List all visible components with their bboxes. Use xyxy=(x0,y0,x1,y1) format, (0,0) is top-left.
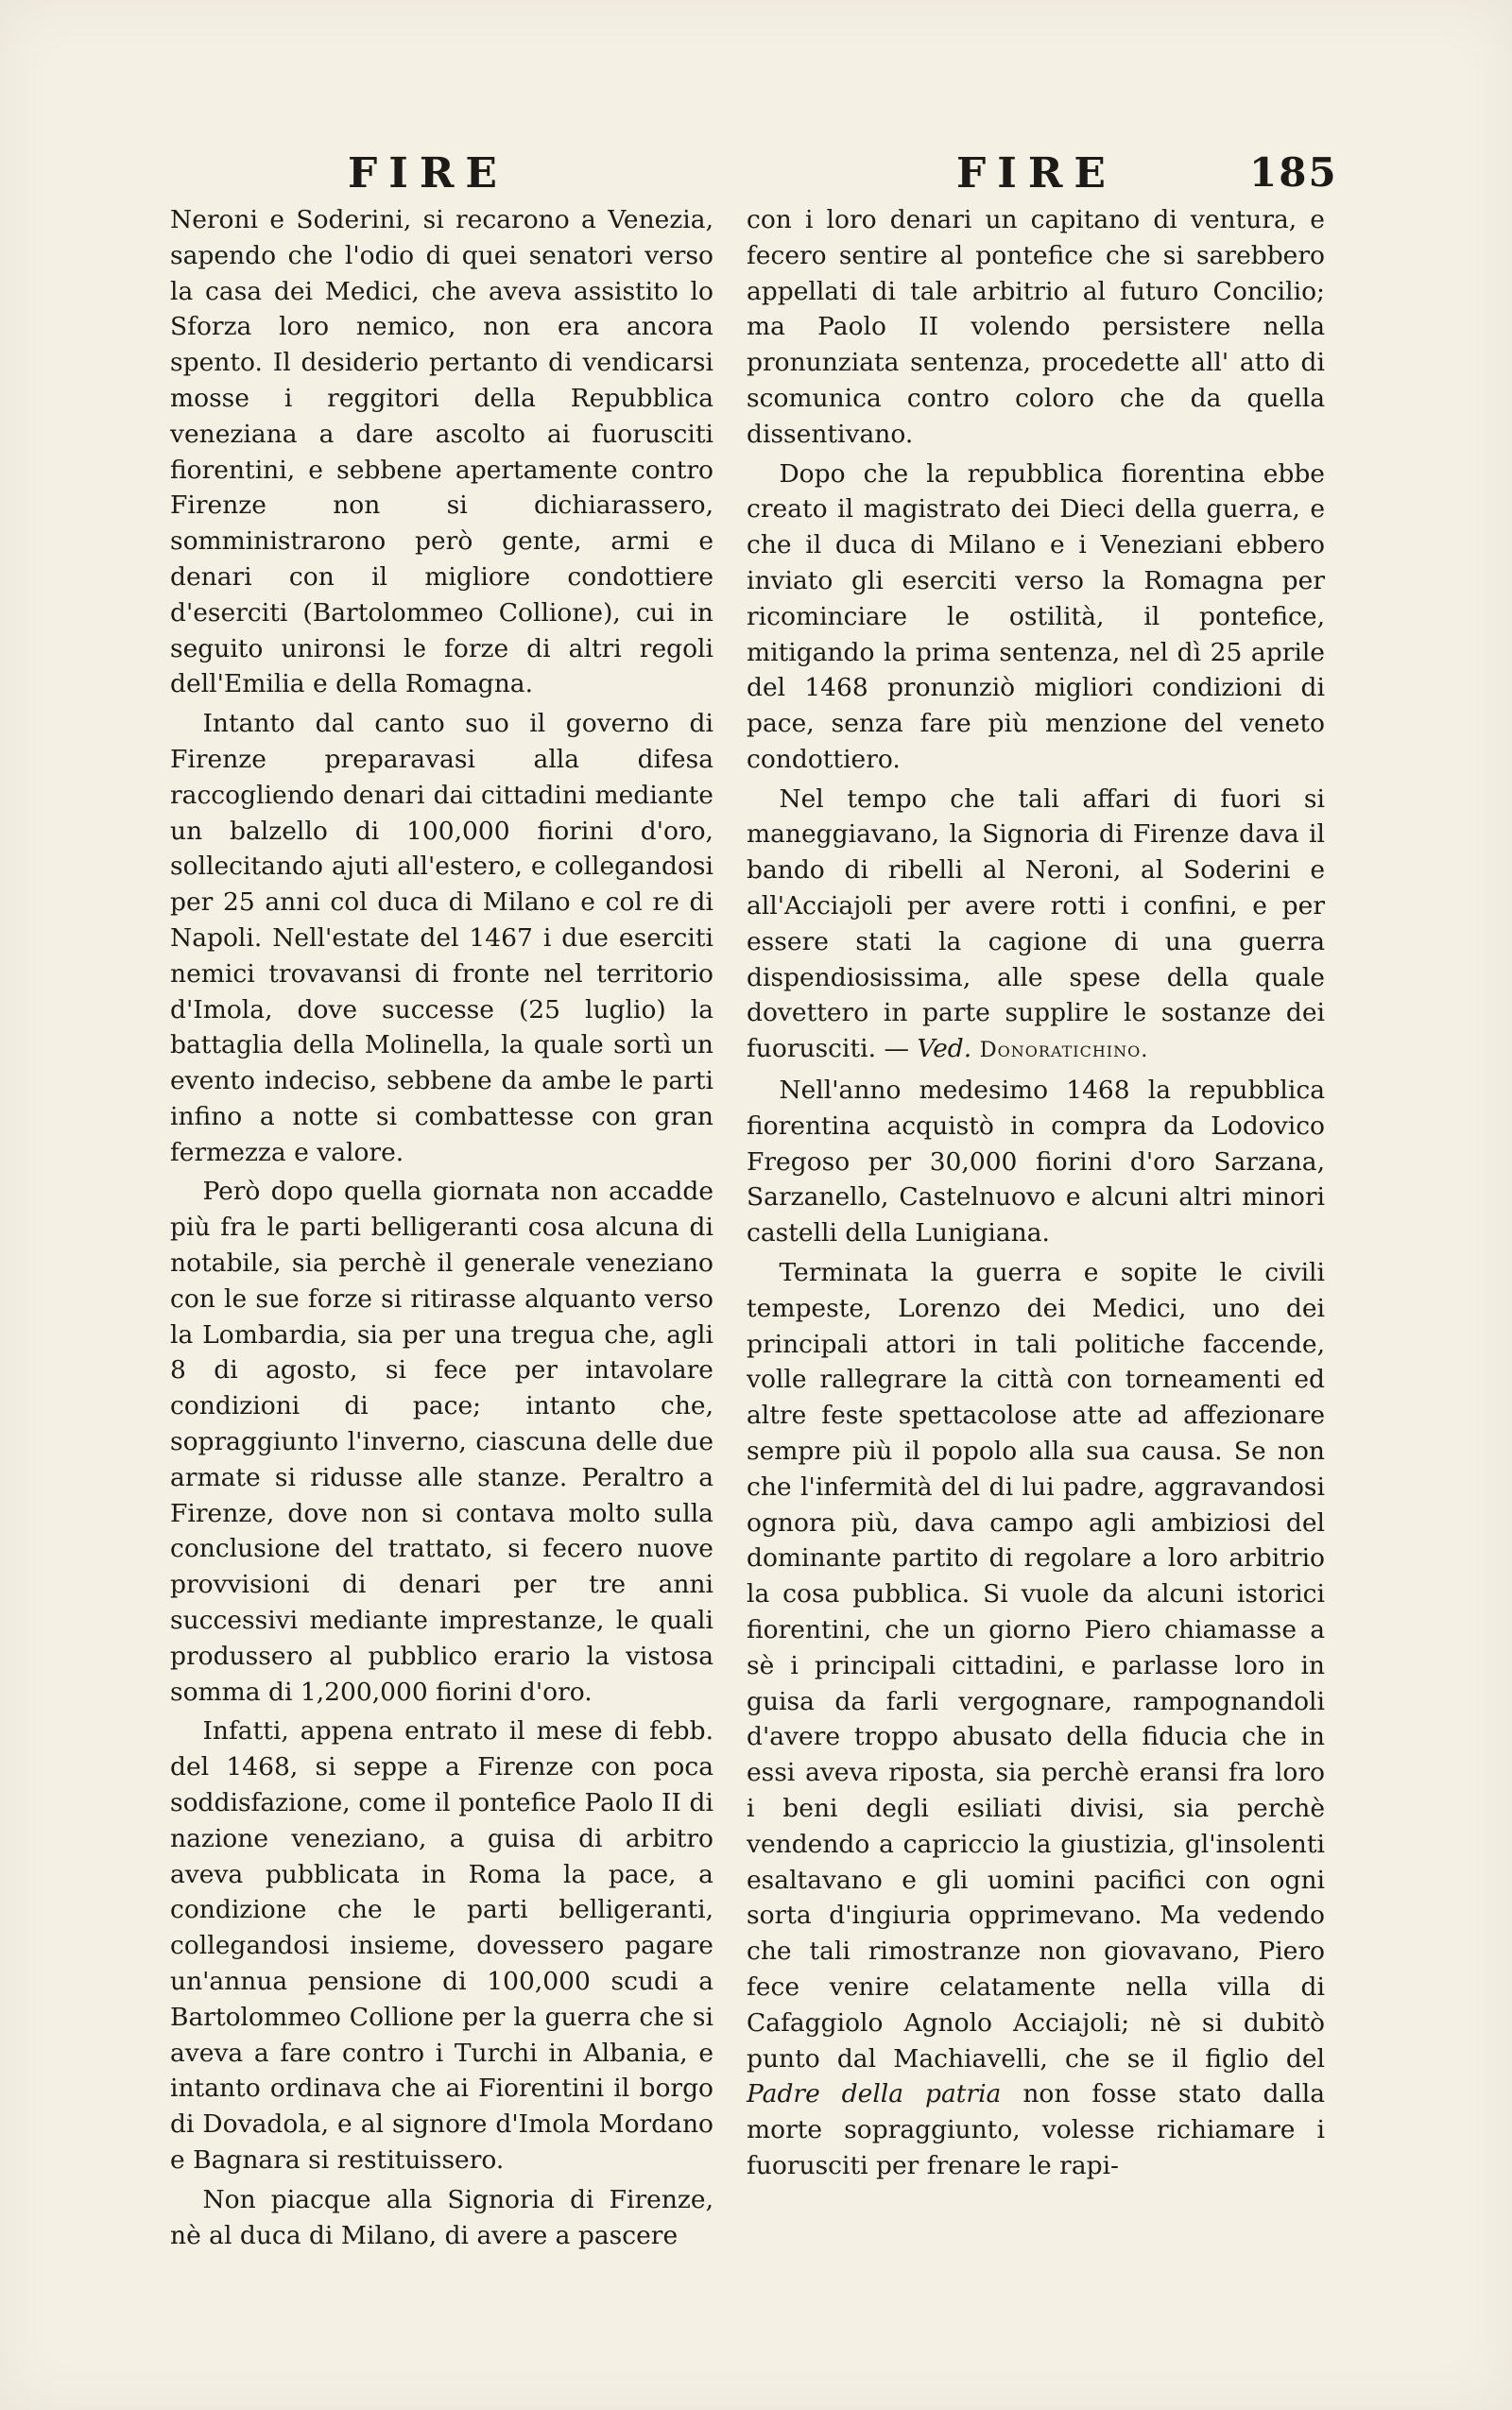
paragraph: Intanto dal canto suo il governo di Firenze preparavasi alla difesa raccogliendo denari dai cittadini mediante un balzello di 100,000 fiorini d'oro, sollecitando ajuti all'estero, e collegandosi per 25 anni col duca di Milano e col re di Napoli. Nell'estate del 1467 i due eserciti nemici trovavansi di fronte nel territorio d'Imola, dove successe (25 luglio) la battaglia della Molinella, la quale sortì un evento indeciso, sebbene da ambe le parti infino a notte si combattesse con gran fermezza e valore. xyxy=(170,709,713,1167)
paragraph xyxy=(747,782,1325,1069)
running-head-left: FIRE xyxy=(348,149,508,198)
paragraph: Neroni e Soderini, si recarono a Venezia, sapendo che l'odio di quei senatori verso la casa dei Medici, che aveva assistito lo Sforza loro nemico, non era ancora spento. Il desiderio pertanto di vendicarsi mosse i reggitori della Repubblica veneziana a dare ascolto ai fuorusciti fiorentini, e sebbene apertamente contro Firenze non si dichiarassero, somministrarono però gente, armi e denari con il migliore condottiere d'eserciti (Bartolommeo Collione), cui in seguito unironsi le forze di altri regoli dell'Emilia e della Romagna. xyxy=(170,205,713,699)
paragraph: con i loro denari un capitano di ventura, e fecero sentire al pontefice che si sarebbero appellati di tale arbitrio al futuro Concilio; ma Paolo II volendo persistere nella pronunziata sentenza, procedette all' atto di scomunica contro coloro che da quella dissentivano. xyxy=(747,205,1325,449)
page-number: 185 xyxy=(1249,149,1338,196)
paragraph-text: Terminata la guerra e sopite le civili tempeste, Lorenzo dei Medici, uno dei principali attori in tali politiche faccende, volle rallegrare la città con torneamenti ed altre feste spettacolose atte ad affezionare sempre più il popolo alla sua causa. Se non che l'infermità del di lui padre, aggravandosi ognora più, dava campo agli ambiziosi del dominante partito di regolare a loro arbitrio la cosa pubblica. Si vuole da alcuni istorici fiorentini, che un giorno Piero chiamasse a sè i principali cittadini, e parlasse loro in guisa da farli vergognare, rampognandoli d'avere troppo abusato della fiducia che in essi aveva riposta, sia perchè eransi fra loro i beni degli esiliati divisi, sia perchè vendendo a capriccio la giustizia, gl'insolenti esaltavano e gli uomini pacifici con ogni sorta d'ingiuria opprimevano. Ma vedendo che tali rimostranze non giovavano, Piero fece venire celatamente nella villa di Cafaggiolo Agnolo Acciajoli; nè si dubitò punto dal Machiavelli, che se il figlio del xyxy=(747,1257,1325,2074)
paragraph: Nell'anno medesimo 1468 la repubblica fiorentina acquistò in compra da Lodovico Fregoso per 30,000 fiorini d'oro Sarzana, Sarzanello, Castelnuovo e alcuni altri minori castelli della Lunigiana. xyxy=(747,1076,1325,1248)
cross-reference-label: Ved. xyxy=(917,1034,972,1064)
running-head-right: FIRE xyxy=(956,149,1117,198)
italic-title: Padre della patria xyxy=(747,2079,1002,2109)
left-text-column xyxy=(170,202,713,2253)
paragraph-text: Nel tempo che tali affari di fuori si maneggiavano, la Signoria di Firenze dava il bando di ribelli al Neroni, al Soderini e all'Acciajoli per avere rotti i confini, e per essere stati la cagione di una guerra dispendiosissima, alle spese della quale dovettero in parte supplire le sostanze dei fuorusciti. — xyxy=(747,783,1325,1064)
paragraph: Infatti, appena entrato il mese di febb. del 1468, si seppe a Firenze con poca soddisfazione, come il pontefice Paolo II di nazione veneziano, a guisa di arbitro aveva pubblicata in Roma la pace, a condizione che le parti belligeranti, collegandosi insieme, dovessero pagare un'annua pensione di 100,000 scudi a Bartolommeo Collione per la guerra che si aveva a fare contro i Turchi in Albania, e intanto ordinava che ai Fiorentini il borgo di Dovadola, e al signore d'Imola Mordano e Bagnara si restituissero. xyxy=(170,1716,713,2175)
paragraph-text: non fosse stato dalla morte sopraggiunto, volesse richiamare i fuorusciti per frenare le rapi- xyxy=(747,2079,1325,2180)
paragraph: Dopo che la repubblica fiorentina ebbe creato il magistrato dei Dieci della guerra, e che il duca di Milano e i Veneziani ebbero inviato gli eserciti verso la Romagna per ricominciare le ostilità, il pontefice, mitigando la prima sentenza, nel dì 25 aprile del 1468 pronunziò migliori condizioni di pace, senza fare più menzione del veneto condottiero. xyxy=(747,458,1325,774)
paragraph: Non piacque alla Signoria di Firenze, nè al duca di Milano, di avere a pascere xyxy=(170,2184,713,2250)
paragraph: Però dopo quella giornata non accadde più fra le parti belligeranti cosa alcuna di notabile, sia perchè il generale veneziano con le sue forze si ritirasse alquanto verso la Lombardia, sia per una tregua che, agli 8 di agosto, si fece per intavolare condizioni di pace; intanto che, sopraggiunto l'inverno, ciascuna delle due armate si ridusse alle stanze. Peraltro a Firenze, dove non si contava molto sulla conclusione del trattato, si fecero nuove provvisioni di denari per tre anni successivi mediante imprestanze, le quali produssero al pubblico erario la vistosa somma di 1,200,000 fiorini d'oro. xyxy=(170,1177,713,1707)
cross-reference-name: Donoratichino. xyxy=(979,1038,1149,1063)
paragraph xyxy=(747,1255,1325,2184)
right-text-column xyxy=(747,202,1325,2184)
